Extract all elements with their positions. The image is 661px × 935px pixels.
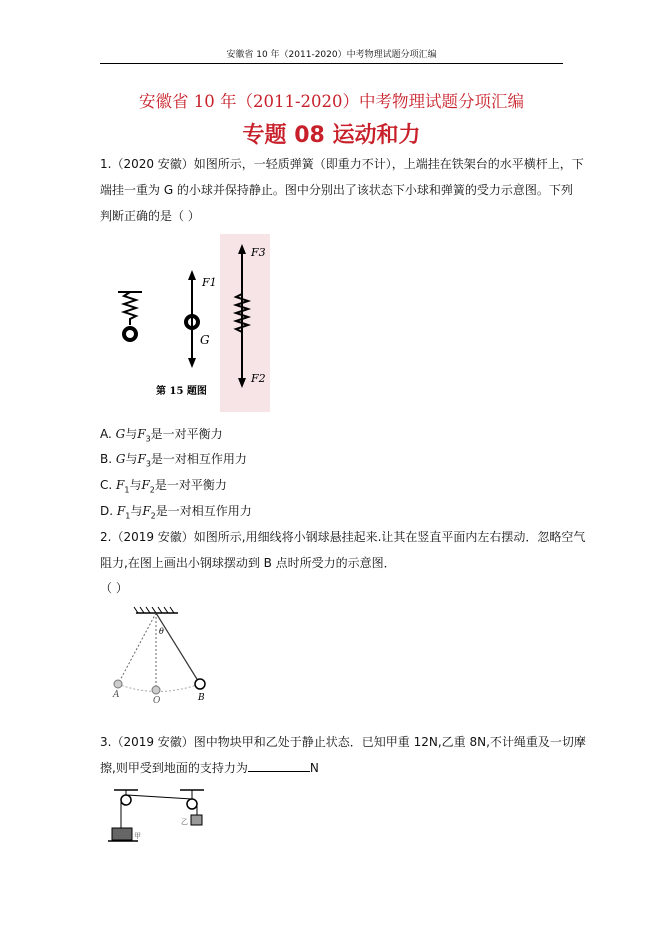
pulley-icon: [187, 799, 197, 809]
label-f2: F2: [251, 372, 266, 385]
ball-icon: [124, 328, 136, 340]
q2-line: （ ）: [100, 581, 128, 595]
label-f3: F3: [251, 246, 266, 259]
q1-line: 判断正确的是（ ）: [100, 209, 200, 223]
document-title: 安徽省 10 年（2011-2020）中考物理试题分项汇编: [138, 92, 525, 111]
option-d[interactable]: D. $F_1$与$F_2$是一对相互作用力: [100, 504, 252, 521]
running-header: 安徽省 10 年（2011-2020）中考物理试题分项汇编: [226, 50, 437, 60]
q3-line: 3.（2019 安徽）图中物块甲和乙处于静止状态．已知甲重 12N,乙重 8N,不计绳重及一切摩: [100, 735, 586, 749]
option-b[interactable]: B. G与$F_3$是一对相互作用力: [100, 452, 247, 469]
topic-title: 专题 08 运动和力: [242, 123, 421, 148]
svg-text:O: O: [153, 696, 161, 704]
label-g: G: [200, 333, 210, 347]
option-a[interactable]: A. G与$F_3$是一对平衡力: [100, 427, 223, 444]
q2-line: 阻力,在图上画出小钢球摆动到 B 点时所受力的示意图．: [100, 556, 396, 570]
label-f1: F1: [202, 276, 217, 289]
figure-caption: 第 15 题图: [156, 386, 207, 397]
svg-text:θ: θ: [159, 627, 164, 636]
block-yi: [191, 815, 202, 825]
pulley-icon: [121, 795, 131, 805]
spring-icon: [124, 292, 136, 325]
q1-line: 1.（2020 安徽）如图所示，一轻质弹簧（即重力不计），上端挂在铁架台的水平横杆上，下: [100, 157, 584, 171]
q1-line: 端挂一重为 G 的小球并保持静止。图中分别出了该状态下小球和弹簧的受力示意图。下列: [100, 183, 573, 197]
svg-text:B: B: [198, 693, 205, 703]
answer-blank[interactable]: [248, 771, 310, 772]
q2-line: 2.（2019 安徽）如图所示,用细线将小钢球悬挂起来.让其在竖直平面内左右摆动．忽略空气: [100, 530, 586, 544]
svg-text:甲: 甲: [134, 832, 141, 840]
block-jia: [112, 828, 132, 840]
q1-figure: [108, 234, 278, 412]
q3-pulley-figure: [104, 786, 214, 848]
option-c[interactable]: C. $F_1$与$F_2$是一对平衡力: [100, 478, 227, 495]
q2-pendulum-figure: [108, 604, 218, 704]
svg-text:乙: 乙: [181, 818, 188, 826]
svg-text:A: A: [113, 690, 120, 700]
steel-ball-icon: [195, 679, 205, 689]
header-divider: [100, 63, 563, 64]
q3-line: 擦,则甲受到地面的支持力为 N: [100, 761, 319, 775]
